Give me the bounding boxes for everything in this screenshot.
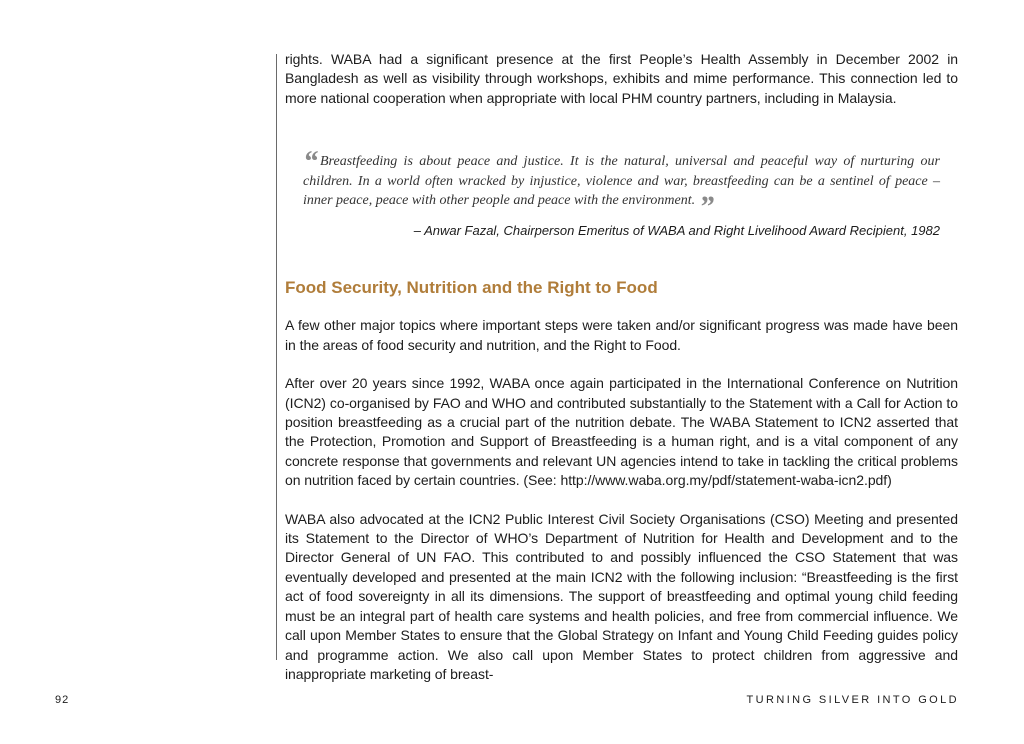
- quote-text: Breastfeeding is about peace and justice. It is the natural, universal and peaceful way of nurturing our children. In a world often wracked by injustice, violence and war, breastfeeding can be a sentinel of peace – inner peace, peace with other people and peace with the environment.: [303, 154, 940, 209]
- text-column: [285, 50, 958, 684]
- paragraph-icn2: After over 20 years since 1992, WABA once again participated in the International Conference on Nutrition (ICN2) co-organised by FAO and WHO and contributed substantially to the Statement with a Call for Action to position breastfeeding as a crucial part of the nutrition debate. The WABA Statement to ICN2 asserted that the Protection, Promotion and Support of Breastfeeding is a human right, and is a vital component of any concrete response that governments and relevant UN agencies intend to take in tackling the critical problems on nutrition faced by certain countries. (See: http://www.waba.org.my/pdf/statement-waba-icn2.pdf): [285, 375, 958, 489]
- paragraph-topics: A few other major topics where important steps were taken and/or significant progress was made have been in the areas of food security and nutrition, and the Right to Food.: [285, 317, 958, 353]
- quote-attribution: – Anwar Fazal, Chairperson Emeritus of WABA and Right Livelihood Award Recipient, 1982: [413, 223, 940, 239]
- paragraph-cso: WABA also advocated at the ICN2 Public Interest Civil Society Organisations (CSO) Meeting and presented its Statement to the Director of WHO’s Department of Nutrition for Health and Development and to the Director General of UN FAO. This contributed to and possibly influenced the CSO Statement that was eventually developed and presented at the main ICN2 with the following inclusion: “Breastfeeding is the first act of food sovereignty in all its dimensions. The support of breastfeeding and optimal young child feeding must be an integral part of health care systems and health policies, and free from commercial influence. We call upon Member States to ensure that the Global Strategy on Infant and Young Child Feeding guides policy and programme action. We also call upon Member States to protect children from aggressive and inappropriate marketing of breast-: [285, 510, 958, 682]
- close-quote-mark: ”: [699, 190, 715, 224]
- running-title: TURNING SILVER INTO GOLD: [746, 694, 959, 706]
- page-number: 92: [55, 694, 70, 706]
- pull-quote: [303, 145, 940, 240]
- open-quote-mark: “: [303, 145, 318, 179]
- quote-body: [303, 145, 940, 224]
- paragraph-intro: rights. WABA had a significant presence at the first People’s Health Assembly in December 2002 in Bangladesh as well as visibility through workshops, exhibits and mime performance. This connection led to more national cooperation when appropriate with local PHM country partners, including in Malaysia.: [285, 51, 958, 106]
- section-heading: Food Security, Nutrition and the Right to Food: [285, 278, 658, 298]
- margin-rule: [276, 54, 277, 660]
